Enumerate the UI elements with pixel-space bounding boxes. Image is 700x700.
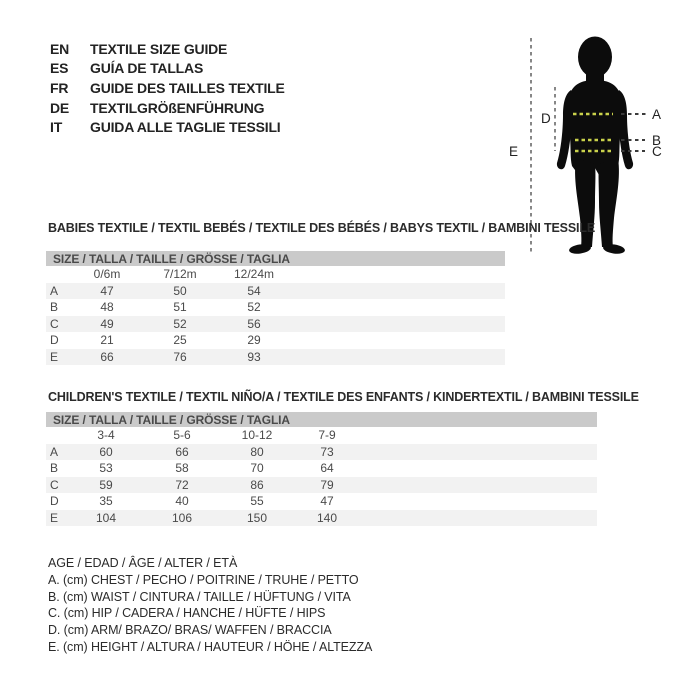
language-title: TEXTILGRÖßENFÜHRUNG: [90, 99, 265, 116]
cell: 55: [250, 494, 264, 509]
cell: 50: [173, 283, 187, 298]
cell: 47: [100, 283, 114, 298]
row-label: D: [50, 494, 59, 509]
row-label: A: [50, 444, 59, 459]
label-chest-a: A: [652, 107, 662, 122]
legend-age-line: AGE / EDAD / ÂGE / ALTER / ETÀ: [48, 556, 238, 570]
measurement-legend: [48, 555, 372, 656]
cell: 140: [316, 510, 338, 525]
column-header: 10-12: [241, 428, 273, 443]
language-code: EN: [50, 40, 70, 57]
row-label: B: [50, 300, 59, 315]
legend-chest-line: A. (cm) CHEST / PECHO / POITRINE / TRUHE / PETTO: [48, 572, 359, 587]
cell: 79: [320, 477, 334, 492]
cell: 60: [99, 444, 113, 459]
language-code: ES: [50, 60, 69, 77]
legend-arm-line: D. (cm) ARM/ BRAZO/ BRAS/ WAFFEN / BRACCIA: [48, 623, 332, 638]
column-header: 5-6: [173, 428, 191, 443]
table-row: [46, 332, 505, 349]
cell: 49: [100, 316, 114, 331]
size-header-bar: SIZE / TALLA / TAILLE / GRÖSSE / TAGLIA: [46, 251, 505, 266]
list-item: [50, 59, 285, 79]
children-section-title: CHILDREN'S TEXTILE / TEXTIL NIÑO/A / TEXTILE DES ENFANTS / KINDERTEXTIL / BAMBINI TESSILE: [48, 390, 639, 404]
cell: 76: [173, 349, 187, 364]
cell: 29: [247, 333, 261, 348]
label-height-e: E: [509, 144, 519, 159]
cell: 59: [99, 477, 113, 492]
language-title: GUIDE DES TAILLES TEXTILE: [90, 79, 285, 96]
table-row: [46, 460, 597, 477]
label-waist-b: B: [652, 133, 662, 148]
list-item: [50, 39, 285, 59]
column-header-row: [46, 266, 505, 283]
cell: 64: [320, 461, 334, 476]
row-label: E: [50, 349, 59, 364]
column-header: 7-9: [318, 428, 336, 443]
cell: 35: [99, 494, 113, 509]
row-label: C: [50, 477, 59, 492]
cell: 56: [247, 316, 261, 331]
size-header-bar: SIZE / TALLA / TAILLE / GRÖSSE / TAGLIA: [46, 412, 597, 427]
cell: 86: [250, 477, 264, 492]
table-row: [46, 283, 505, 300]
language-code: DE: [50, 99, 70, 116]
column-header: 0/6m: [93, 267, 121, 282]
cell: 80: [250, 444, 264, 459]
cell: 58: [175, 461, 189, 476]
cell: 70: [250, 461, 264, 476]
label-hip-c: C: [652, 144, 662, 159]
cell: 21: [100, 333, 114, 348]
table-row: [46, 510, 597, 527]
cell: 106: [171, 510, 193, 525]
language-title: GUIDA ALLE TAGLIE TESSILI: [90, 119, 281, 136]
cell: 47: [320, 494, 334, 509]
cell: 52: [173, 316, 187, 331]
babies-size-table: [46, 251, 505, 365]
row-label: C: [50, 316, 59, 331]
table-row: [46, 316, 505, 333]
cell: 54: [247, 283, 261, 298]
list-item: [50, 98, 285, 118]
table-row: [46, 349, 505, 366]
row-label: E: [50, 510, 59, 525]
cell: 150: [246, 510, 268, 525]
language-code: IT: [50, 119, 63, 136]
cell: 66: [100, 349, 114, 364]
cell: 53: [99, 461, 113, 476]
cell: 51: [173, 300, 187, 315]
table-row: [46, 477, 597, 494]
row-label: D: [50, 333, 59, 348]
column-header: 12/24m: [233, 267, 275, 282]
list-item: [50, 117, 285, 137]
cell: 52: [247, 300, 261, 315]
cell: 104: [95, 510, 117, 525]
column-header: 7/12m: [163, 267, 197, 282]
label-arm-d: D: [541, 111, 551, 126]
cell: 93: [247, 349, 261, 364]
list-item: [50, 78, 285, 98]
row-label: B: [50, 461, 59, 476]
children-size-table: [46, 412, 597, 526]
table-row: [46, 444, 597, 461]
cell: 66: [175, 444, 189, 459]
table-row: [46, 493, 597, 510]
cell: 40: [175, 494, 189, 509]
row-label: A: [50, 283, 59, 298]
legend-height-line: E. (cm) HEIGHT / ALTURA / HAUTEUR / HÖHE / ALTEZZA: [48, 639, 373, 654]
cell: 25: [173, 333, 187, 348]
legend-waist-line: B. (cm) WAIST / CINTURA / TAILLE / HÜFTUNG / VITA: [48, 589, 351, 604]
language-title: TEXTILE SIZE GUIDE: [90, 40, 228, 57]
babies-section-title: BABIES TEXTILE / TEXTIL BEBÉS / TEXTILE DES BÉBÉS / BABYS TEXTIL / BAMBINI TESSILE: [48, 221, 596, 235]
cell: 48: [100, 300, 114, 315]
cell: 72: [175, 477, 189, 492]
column-header-row: [46, 427, 597, 444]
table-row: [46, 299, 505, 316]
language-title-list: [50, 39, 285, 137]
cell: 73: [320, 444, 334, 459]
legend-hip-line: C. (cm) HIP / CADERA / HANCHE / HÜFTE / HIPS: [48, 606, 326, 621]
language-code: FR: [50, 79, 69, 96]
column-header: 3-4: [97, 428, 115, 443]
language-title: GUÍA DE TALLAS: [90, 60, 204, 77]
